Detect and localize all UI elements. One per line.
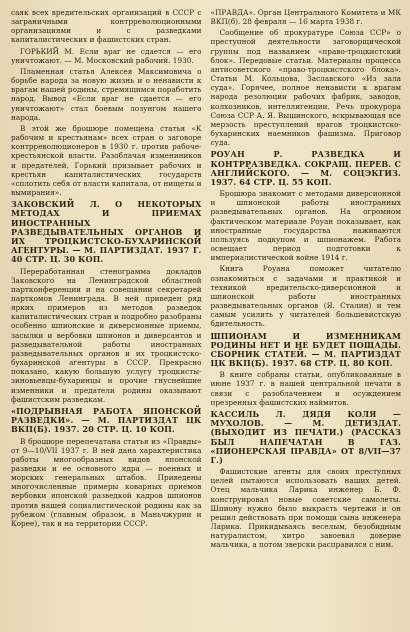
left-column [11,8,202,632]
bibliography-entry-heading: РОУАН Р. РАЗВЕДКА И КОНТРРАЗВЕДКА. СОКРАЩ. ПЕРЕВ. С АНГЛИЙСКОГО. — М. СОЦЭКГИЗ. 1937. 64 СТР. Ц. 55 КОП. [210,149,401,187]
bibliography-entry-heading: ЗАКОВСКИЙ Л. О НЕКОТОРЫХ МЕТОДАХ И ПРИЕМАХ ИНОСТРАННЫХ РАЗВЕДЫВАТЕЛЬНЫХ ОРГАНОВ И ИХ ТРОЦКИСТСКО-БУХАРИНСКОЙ АГЕНТУРЫ. — М. ПАРТИЗДАТ. 1937 Г. 40 СТР. Ц. 30 КОП. [11,199,202,265]
paragraph: Брошюра знакомит с методами диверсионной и шпионской работы иностранных разведывательных органов. На огромном фактическом материале Роуан показывает, как иностранные государства наживаются пользуясь подкупом и шпионажем. Работа освещает период подготовки к империалистической войне 1914 г. [210,189,401,263]
paragraph: Пламенная статья Алексея Максимовича о борьбе народа за новую жизнь и о ненависти к врагам нашей родины, стремящимся поработить народ. Вывод «Если враг не сдается — его уничтожают» стал боевым лозунгом нашего народа. [11,66,202,122]
bibliography-entry-heading: «ПОДРЫВНАЯ РАБОТА ЯПОНСКОЙ РАЗВЕДКИ». — М. ПАРТИЗДАТ ЦК ВКП(Б). 1937. 20 СТР. Ц. 10 КОП. [11,405,202,435]
right-column [211,8,402,632]
bibliography-entry-heading: ШПИОНАМ И ИЗМЕННИКАМ РОДИНЫ НЕТ И НЕ БУДЕТ ПОЩАДЫ. СБОРНИК СТАТЕЙ. — М. ПАРТИЗДАТ ЦК ВКП(Б). 1937. 68 СТР. Ц. 80 КОП. [210,330,401,369]
paragraph: В брошюре перепечатана статья из «Правды» от 9—10/VII 1937 г. В ней дана характеристика работы многообразных видов японской разведки и ее основного ядра — военных и морских генеральных штабов. Приведены многочисленные примеры коварных приемов вербовки японской разведкой кадров шпионов против нашей социалистической родины как за рубежом (главным образом, в Маньчжурии и Корее), так и на территории СССР. [11,436,202,528]
paragraph: саяк всех вредительских организаций в СССР с заграничными контрреволюционными организациями и с разведками капиталистических и фашистских стран. [11,8,202,45]
paragraph: «ПРАВДА». Орган Центрального Комитета и МК ВКП(б). 28 февраля — 16 марта 1938 г. [210,8,401,27]
bibliography-entry-heading: КАССИЛЬ Л. ДЯДЯ КОЛЯ — МУХОЛОВ. — М. ДЕТИЗДАТ. (ВЫХОДИТ ИЗ ПЕЧАТИ.) (РАССКАЗ БЫЛ НАПЕЧАТАН В ГАЗ. «ПИОНЕРСКАЯ ПРАВДА» ОТ 8/VII—37 Г.) [210,408,401,465]
paragraph: В этой же брошюре помещена статья «К рабочим и крестьянам» всех стран о заговоре контрреволюционеров в 1930 г. против рабоче-крестьянской власти. Разоблачая измениников и предателей, Горький призывает рабочих и крестьян капиталистических государств «сплотить себя от власти капитала, от нищеты и вымирания». [11,123,202,197]
paragraph: Переработанная стенограмма докладов Заковского на Ленинградской областной партконференции и на совещании секретарей парткомов Ленинграда. В ней приведен ряд ярких примеров из методов разведок капиталистических стран и подробно разобраны особенно шпионские и диверсионные приемы, засылки и вербовки шпионов и диверсантов и разведывательной работы иностранных разведывательных органов и их троцкистско-бухаринской агентуры в СССР. Прекрасно показано, какую большую услугу троцкисты-зиновьевцы-бухаринцы и прочие гнуснейшие изменники и предатели родины оказывают фашистским разведкам. [11,266,202,404]
paragraph: ГОРЬКИЙ М. Если враг не сдается — его уничтожают. — М. Московский рабочий. 1930. [11,46,202,65]
paragraph: Сообщение об прокуратуре Союза ССР» о преступной деятельности заговорщической группы под названием «право-троцкистский блок». Передовые статьи. Материалы процесса антисоветского «право-троцкистского блока». Статьи М. Кольцова, Заславского «Из зала суда». Горячее, полное ненависти к врагам народа резолюции рабочих фабрик, заводов, колхозников, интеллигенции. Речь прокурора Союза ССР А. Я. Вышинского, вскрывающая все мерзость преступлений врагов троцкистско-бухаринских наемников фашизма. Приговор суда. [210,28,401,148]
paragraph: В книге собраны статьи, опубликованные в июне 1937 г. в нашей центральной печати в связи с разоблачением и осуждением презренных фашистских наймитов. [210,370,401,407]
paragraph: Книга Роуана поможет читателю ознакомиться с задачами и практикой и техникой вредительско-диверсионной и шпионской работы иностранных разведывательных органов (Я. Сталин) и тем самым усилить у читателей большевистскую бдительность. [210,264,401,329]
paragraph: Фашистские агенты для своих преступных целей пытаются использовать наших детей. Отец мальчика Ларика инженер Б. Ф. конструировал новые советские самолеты. Шпиону нужно было выкрасть чертежи и он решил действовать при помощи сына инженера Ларика. Прикидываясь веселым, безобидным натуралистом, хитро завоевал доверие мальчика, а потом зверски расправился с ним. [210,467,401,550]
